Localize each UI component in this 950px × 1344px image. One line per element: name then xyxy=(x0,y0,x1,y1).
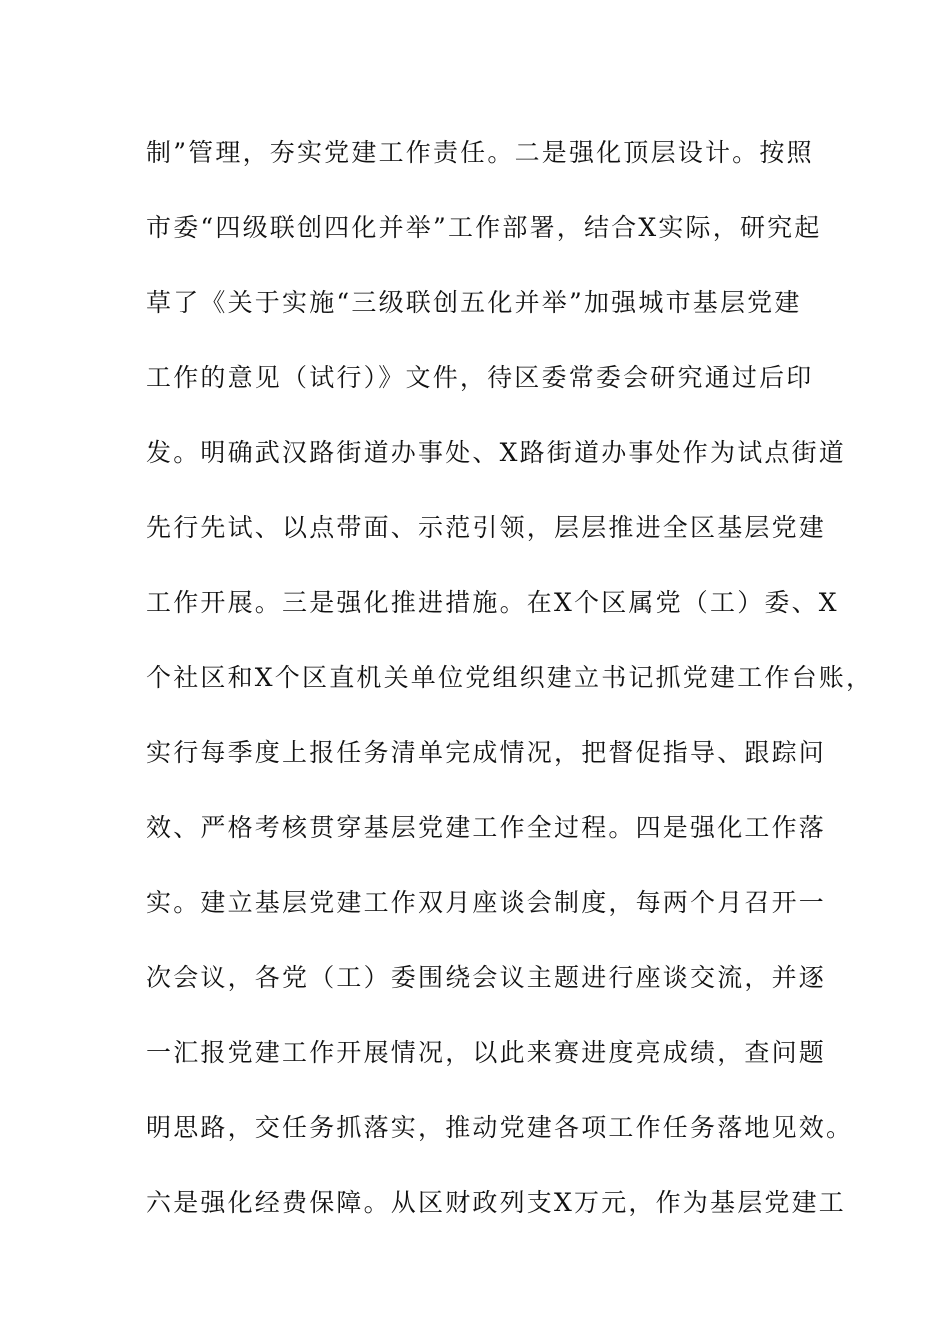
text-line: 实。建立基层党建工作双月座谈会制度，每两个月召开一 xyxy=(146,888,827,917)
text-line: 草了《关于实施“三级联创五化并举”加强城市基层党建 xyxy=(146,288,802,317)
text-line: 效、严格考核贯穿基层党建工作全过程。四是强化工作落 xyxy=(146,813,827,842)
text-line: 工作开展。三是强化推进措施。在X个区属党（工）委、X xyxy=(146,588,839,617)
text-line: 明思路，交任务抓落实，推动党建各项工作任务落地见效。 xyxy=(146,1113,854,1142)
text-line: 次会议，各党（工）委围绕会议主题进行座谈交流，并逐 xyxy=(146,963,827,992)
text-line: 实行每季度上报任务清单完成情况，把督促指导、跟踪问 xyxy=(146,738,827,767)
body-text xyxy=(146,130,874,1255)
text-line: 一汇报党建工作开展情况，以此来赛进度亮成绩，查问题 xyxy=(146,1038,827,1067)
text-line: 制”管理，夯实党建工作责任。二是强化顶层设计。按照 xyxy=(146,138,814,167)
text-line: 工作的意见（试行）》文件，待区委常委会研究通过后印 xyxy=(146,363,814,392)
text-line: 六是强化经费保障。从区财政列支X万元，作为基层党建工 xyxy=(146,1188,847,1217)
text-line: 市委“四级联创四化并举”工作部署，结合X实际，研究起 xyxy=(146,213,822,242)
text-line: 个社区和X个区直机关单位党组织建立书记抓党建工作台账， xyxy=(146,663,874,692)
text-line: 发。明确武汉路街道办事处、X路街道办事处作为试点街道 xyxy=(146,438,847,467)
text-line: 先行先试、以点带面、示范引领，层层推进全区基层党建 xyxy=(146,513,827,542)
